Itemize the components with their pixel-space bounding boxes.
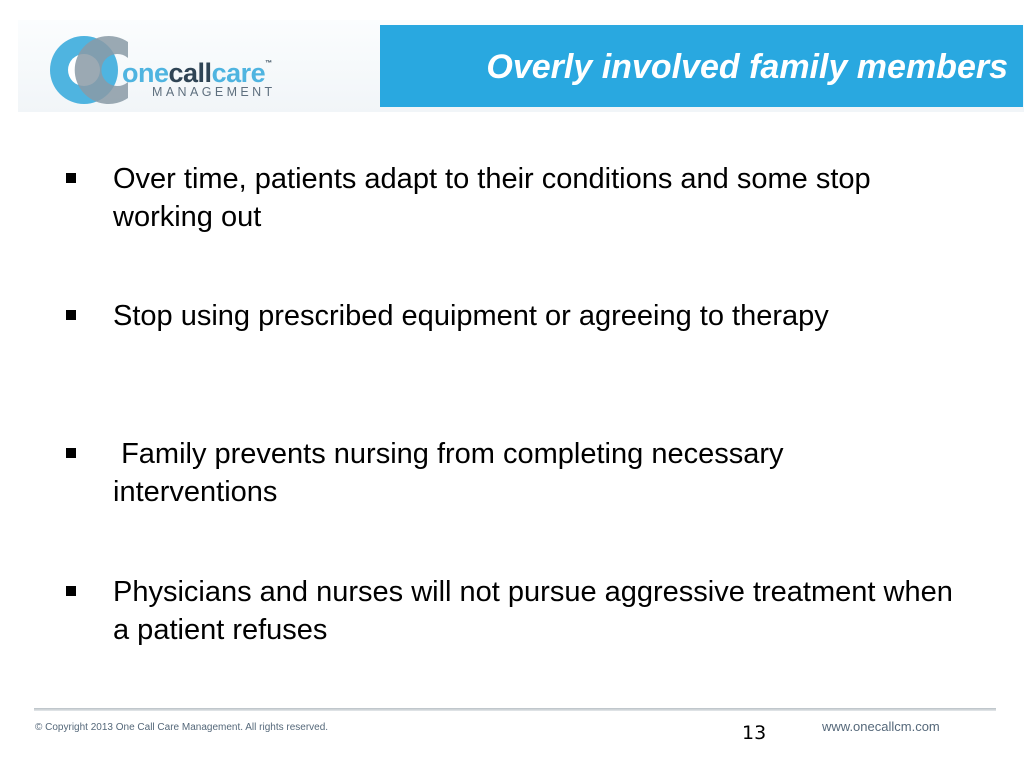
page-number: 13 (742, 722, 767, 744)
logo-trademark: ™ (265, 60, 272, 67)
bullet-text: Over time, patients adapt to their conditions and some stop working out (113, 163, 879, 233)
bullet-text: Stop using prescribed equipment or agreeing to therapy (113, 300, 829, 332)
square-bullet-icon (66, 586, 76, 596)
square-bullet-icon (66, 448, 76, 458)
square-bullet-icon (66, 310, 76, 320)
logo-word-one: one (122, 58, 169, 88)
square-bullet-icon (66, 173, 76, 183)
logo-word-call: call (168, 58, 212, 88)
logo-subtitle: MANAGEMENT (152, 85, 276, 99)
logo-word-care: care (211, 58, 266, 88)
bullet-text: Family prevents nursing from completing necessary interventions (113, 438, 792, 508)
copyright-notice: © Copyright 2013 One Call Care Management. All rights reserved. (35, 722, 329, 733)
website-link[interactable]: www.onecallcm.com (822, 719, 940, 734)
footer-divider (34, 708, 996, 711)
slide-title: Overly involved family members (486, 48, 1008, 86)
bullet-text: Physicians and nurses will not pursue aggressive treatment when a patient refuses (113, 576, 961, 646)
